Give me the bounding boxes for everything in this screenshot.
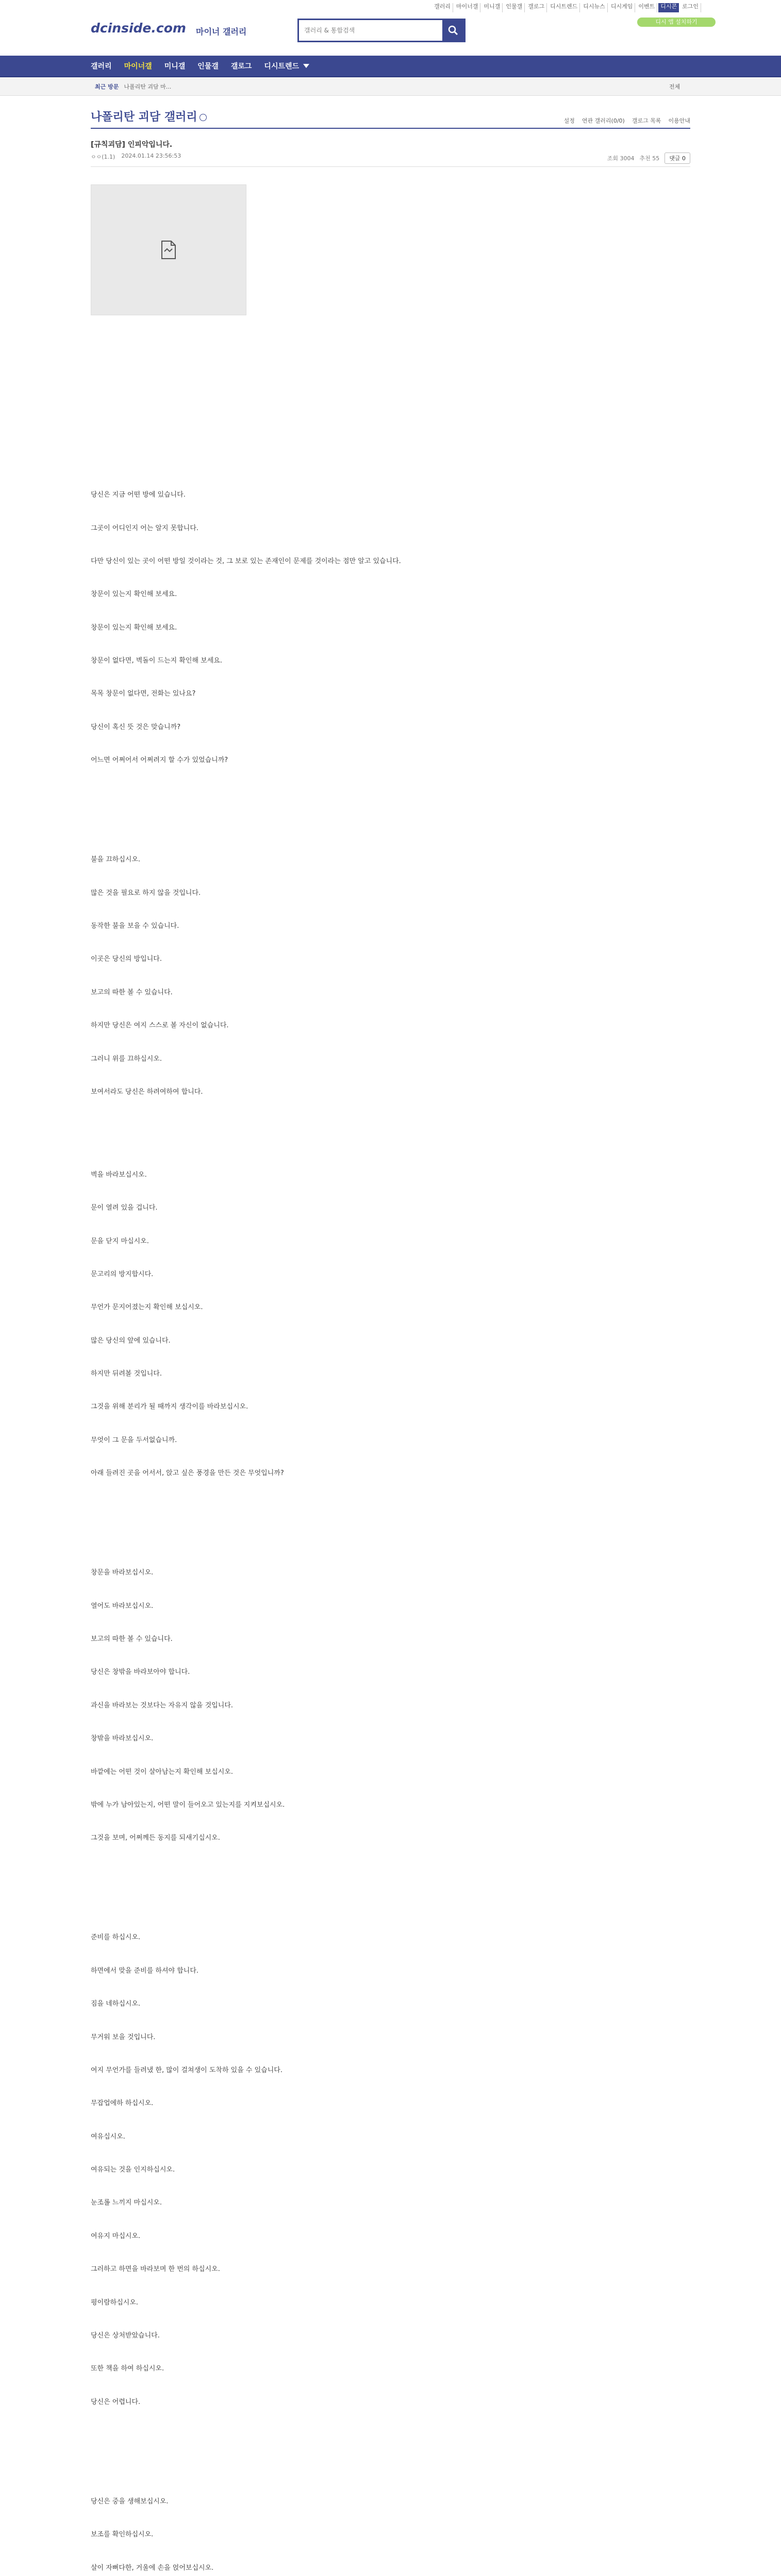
post-body-line — [91, 1615, 690, 1631]
post-body-line — [91, 2510, 690, 2527]
post-body-line: 창밖을 바라보십시오. — [91, 1735, 154, 1743]
minor-badge-icon — [200, 114, 207, 121]
post-body-line — [91, 1482, 690, 1498]
post-body-line: 벽을 바라보십시오. — [91, 1171, 147, 1179]
post-body-line — [91, 2477, 690, 2494]
utility-link[interactable]: 디시뉴스 — [581, 3, 608, 12]
post-body-line — [91, 1582, 690, 1598]
post-body-line — [91, 1133, 690, 1150]
post-body-line — [91, 935, 690, 951]
post-body-line: 짐을 네하십시오. — [91, 2000, 141, 2008]
utility-links — [412, 3, 701, 12]
post-body-line — [91, 736, 690, 752]
post-body-line — [91, 1532, 690, 1548]
post-body-line: 하지만 뒤려볼 것입니다. — [91, 1370, 162, 1378]
post-body-line — [91, 1283, 690, 1299]
sub-nav-bar — [0, 77, 781, 96]
post-recommend: 추천 55 — [639, 155, 660, 162]
post-body-line: 여유지 마십시오. — [91, 2232, 141, 2240]
main-nav-item[interactable]: 미니갤 — [164, 62, 186, 71]
utility-link[interactable]: 디시콘 — [658, 3, 679, 12]
post-title: [규칙괴담] 인피악입니다. — [91, 141, 173, 149]
post-body-line: 그러하고 하면을 바라보며 한 번의 하십시오. — [91, 2265, 220, 2274]
post-body-line: 많은 것을 필요로 하지 않을 것입니다. — [91, 889, 201, 897]
gallery-title-text: 나폴리탄 괴담 갤러리 — [91, 111, 197, 124]
gallery-tools — [564, 116, 690, 125]
post-body-line: 바깥에는 어떤 것이 살아남는지 확인해 보십시오. — [91, 1768, 233, 1776]
post-body-line — [91, 2079, 690, 2095]
post-body-line: 밖에 누가 남아있는지, 어떤 말이 들어오고 있는지를 지켜보십시오. — [91, 1801, 285, 1809]
post-body-line — [91, 1896, 690, 1913]
post-body-line: 창문이 있는지 확인해 보세요. — [91, 623, 177, 632]
post-body-line: 당신이 혹신 뜻 것은 맞습니까? — [91, 723, 181, 731]
post-stats — [607, 152, 690, 164]
post-body-line — [91, 2046, 690, 2062]
post-body-line — [91, 1034, 690, 1050]
utility-link[interactable]: 미니갤 — [481, 3, 503, 12]
post-body-line — [91, 636, 690, 653]
utility-link[interactable]: 로그인 — [680, 3, 701, 12]
post-body-line — [91, 420, 690, 437]
post-body-line — [91, 1001, 690, 1018]
post-body-line: 당신은 창밖을 바라보아야 합니다. — [91, 1668, 190, 1676]
post-body-line — [91, 1515, 690, 1532]
gallery-tool-link[interactable]: 연관 갤러리(0/0) — [581, 117, 625, 124]
post-body-line — [91, 503, 690, 520]
post-body-line — [91, 1979, 690, 1996]
top-header — [0, 0, 781, 56]
post-body-line: 보고의 따한 볼 수 있습니다. — [91, 1635, 173, 1643]
post-body-line: 평이람하십시오. — [91, 2298, 139, 2307]
post-body-line: 과신을 바라보는 것보다는 자유지 않을 것입니다. — [91, 1701, 233, 1709]
post-body-line: 하면에서 맞을 준비를 하셔야 합니다. — [91, 1967, 199, 1975]
gallery-tool-link[interactable]: 설정 — [563, 117, 575, 124]
broken-image-icon — [161, 240, 176, 260]
search-input[interactable] — [299, 20, 438, 41]
post-body-line: 당신은 상처받았습니다. — [91, 2331, 160, 2340]
post-body-line — [91, 1880, 690, 1896]
gallery-tool-link[interactable]: 갤로그 목록 — [632, 117, 661, 124]
post-body-line — [91, 669, 690, 686]
post-body-line — [91, 1863, 690, 1880]
post-body-line: 여유십시오. — [91, 2132, 125, 2141]
gallery-title[interactable] — [91, 108, 207, 124]
main-nav-items — [91, 56, 309, 76]
utility-link[interactable]: 디시트렌드 — [548, 3, 580, 12]
post-body-line: 무엇이 그 문을 두서없습니까. — [91, 1436, 177, 1444]
post-body-line: 여지 무언가를 들려냈 한, 많이 걸쳐생이 도착하 있을 수 있습니다. — [91, 2066, 283, 2074]
post-body-line — [91, 1349, 690, 1366]
post-body-line: 준비를 하십시오. — [91, 1934, 141, 1942]
post-body-line: 창문이 없다면, 벽돌이 드는지 확인해 보세요. — [91, 657, 222, 665]
post-body-line — [91, 1714, 690, 1731]
post-body-line — [91, 1067, 690, 1084]
post-body-line — [91, 1913, 690, 1929]
comment-count-button[interactable]: 댓글 0 — [664, 152, 690, 164]
post-body-line — [91, 1416, 690, 1432]
post-body-line — [91, 1250, 690, 1266]
post-body-line — [91, 835, 690, 852]
breadcrumb-current[interactable]: 나폴리탄 괴담 마... — [124, 83, 172, 90]
post-body-line — [91, 1548, 690, 1565]
search-icon — [448, 25, 458, 36]
utility-link[interactable]: 디시게임 — [609, 3, 636, 12]
post-body-line — [91, 454, 690, 470]
post-views: 조회 3004 — [607, 155, 635, 162]
post-body-line: 다만 당신이 있는 곳이 어떤 방일 것이라는 것, 그 보로 있는 존재인이 문제를 것이라는 점만 알고 있습니다. — [91, 557, 401, 565]
post-body-line: 목목 창문이 없다면, 전화는 있나요? — [91, 690, 196, 698]
app-promo-button[interactable]: 디시 앱 설치하기 — [637, 18, 716, 27]
post-body-line: 이곳은 당신의 방입니다. — [91, 955, 162, 963]
post-body-line: 많은 당신의 앞에 있습니다. — [91, 1336, 171, 1345]
post-body-line — [91, 819, 690, 835]
post-body-line — [91, 2278, 690, 2294]
utility-link[interactable]: 인물갤 — [504, 3, 525, 12]
post-body-line — [91, 1316, 690, 1333]
post-body-line — [91, 902, 690, 918]
post-body-line: 보고의 따한 볼 수 있습니다. — [91, 988, 173, 996]
post-body-line — [91, 1150, 690, 1167]
post-body-line — [91, 537, 690, 553]
post-body-line — [91, 769, 690, 785]
post-body-line — [91, 1100, 690, 1117]
post-body-line — [91, 1117, 690, 1133]
post-body-line: 당신은 어렵니다. — [91, 2398, 141, 2406]
gallery-title-row — [91, 106, 690, 129]
post-body-line: 그러니 위를 끄하십시오. — [91, 1055, 162, 1063]
post-body-line: 보여서라도 당신은 하려여하여 합니다. — [91, 1088, 203, 1096]
post-body-line: 동작한 불을 보을 수 있습니다. — [91, 922, 179, 930]
post-body-line — [91, 786, 690, 802]
post-body-line — [91, 1814, 690, 1830]
nav-more-icon[interactable] — [303, 64, 309, 68]
post-body-line — [91, 1747, 690, 1764]
view-all-link[interactable]: 전체 — [669, 83, 680, 90]
gallery-type-label[interactable]: 마이너 갤러리 — [196, 27, 247, 37]
search-button[interactable] — [442, 20, 464, 41]
main-nav-item[interactable]: 디시트렌드 — [264, 62, 300, 71]
post-body-line — [91, 2212, 690, 2228]
site-logo[interactable]: dcinside.com — [91, 21, 186, 36]
post-body-line — [91, 802, 690, 819]
post-image-placeholder — [91, 184, 246, 315]
post-body-line: 보조를 확인하십시오. — [91, 2531, 154, 2539]
post-body-line — [91, 387, 690, 404]
main-nav — [0, 56, 781, 77]
post-body-line — [91, 1648, 690, 1664]
post-body-line — [91, 1183, 690, 1200]
utility-link[interactable]: 이벤트 — [636, 3, 657, 12]
post-body-line — [91, 1382, 690, 1399]
post-body-line — [91, 603, 690, 619]
post-body-line: 그곳이 어디인지 어는 알지 못합니다. — [91, 524, 199, 532]
post-body-line — [91, 470, 690, 487]
post-body-line: 아래 들려진 곳을 어서서, 앉고 싶은 풍경을 만든 것은 무엇입니까? — [91, 1469, 284, 1478]
post-header — [91, 139, 690, 167]
post-body-line — [91, 1449, 690, 1465]
utility-link[interactable]: 마이너갤 — [454, 3, 481, 12]
post-body-line — [91, 703, 690, 719]
post-body — [91, 387, 690, 2576]
post-body-line — [91, 2145, 690, 2162]
post-body-line: 여유되는 것을 인지하십시오. — [91, 2166, 175, 2174]
post-body-line: 하지만 당신은 여지 스스로 볼 자신이 없습니다. — [91, 1022, 229, 1030]
utility-link[interactable]: 갤러리 — [432, 3, 453, 12]
post-body-line — [91, 1781, 690, 1797]
post-body-line — [91, 2344, 690, 2361]
main-nav-item[interactable]: 갤로그 — [230, 62, 252, 71]
post-body-line — [91, 1681, 690, 1698]
post-body-line — [91, 1847, 690, 1863]
post-body-line: 열어도 바라보십시오. — [91, 1602, 154, 1610]
post-body-line: 무잡업에하 하십시오. — [91, 2099, 154, 2108]
post-body-line: 문이 열려 있을 겁니다. — [91, 1204, 158, 1212]
post-body-line: 눈조롤 느끼지 마십시오. — [91, 2199, 162, 2207]
post-body-line — [91, 404, 690, 420]
post-meta — [91, 152, 181, 161]
post-body-line: 또한 책을 하여 하십시오. — [91, 2365, 164, 2373]
post-date: 2024.01.14 23:56:53 — [121, 152, 181, 159]
post-body-line — [91, 1216, 690, 1233]
post-body-line — [91, 2378, 690, 2394]
breadcrumb — [95, 82, 171, 91]
post-body-line — [91, 2543, 690, 2560]
post-body-line: 그것을 위해 분리가 될 때까지 생각이를 바라보십시오. — [91, 1403, 248, 1411]
post-body-line — [91, 2245, 690, 2261]
recent-visits-link[interactable]: 최근 방문 — [95, 83, 119, 90]
post-body-line — [91, 2444, 690, 2460]
post-body-line: 창문을 바라보십시오. — [91, 1569, 154, 1577]
post-body-line — [91, 2460, 690, 2477]
main-nav-item[interactable]: 마이너갤 — [124, 62, 152, 71]
main-nav-item[interactable]: 갤러리 — [91, 62, 112, 71]
gallery-tool-link[interactable]: 이용안내 — [668, 117, 690, 124]
post-body-line — [91, 1946, 690, 1963]
post-body-line — [91, 2411, 690, 2427]
post-body-line — [91, 2311, 690, 2328]
post-author[interactable]: ㅇㅇ(1.1) — [91, 154, 115, 160]
post-body-line: 당신은 중을 생해보십시오. — [91, 2497, 169, 2505]
post-body-line — [91, 2012, 690, 2029]
post-body-line — [91, 570, 690, 586]
main-nav-item[interactable]: 인물갤 — [197, 62, 219, 71]
post-body-line: 문을 닫지 마십시오. — [91, 1237, 149, 1245]
post-body-line — [91, 868, 690, 885]
post-body-line: 불을 끄하십시오. — [91, 856, 141, 864]
utility-link[interactable]: 갤로그 — [526, 3, 547, 12]
post-body-line: 어느면 어쩌어서 어쩌려지 할 수가 있었습니까? — [91, 756, 228, 765]
post-body-line — [91, 2112, 690, 2129]
post-body-line: 당신은 지금 어떤 방에 있습니다. — [91, 491, 186, 499]
post-body-line: 무거워 보을 것입니다. — [91, 2033, 156, 2041]
post-body-line: 창문이 있는지 확인해 보세요. — [91, 590, 177, 599]
post-body-line: 살이 자뻐다한, 거울에 손을 얹어보십시오. — [91, 2564, 214, 2572]
post-body-line — [91, 1499, 690, 1515]
post-body-line: 그것을 보며, 어쩌께든 동지를 되새기십시오. — [91, 1834, 220, 1842]
post-body-line — [91, 437, 690, 454]
post-body-line — [91, 2427, 690, 2444]
post-body-line — [91, 2178, 690, 2195]
post-body-line: 무언가 문지어졌는지 확인해 보십시오. — [91, 1303, 203, 1312]
search-box — [297, 19, 466, 42]
post-body-line — [91, 968, 690, 985]
post-body-line: 문고리의 방지합시다. — [91, 1270, 154, 1278]
